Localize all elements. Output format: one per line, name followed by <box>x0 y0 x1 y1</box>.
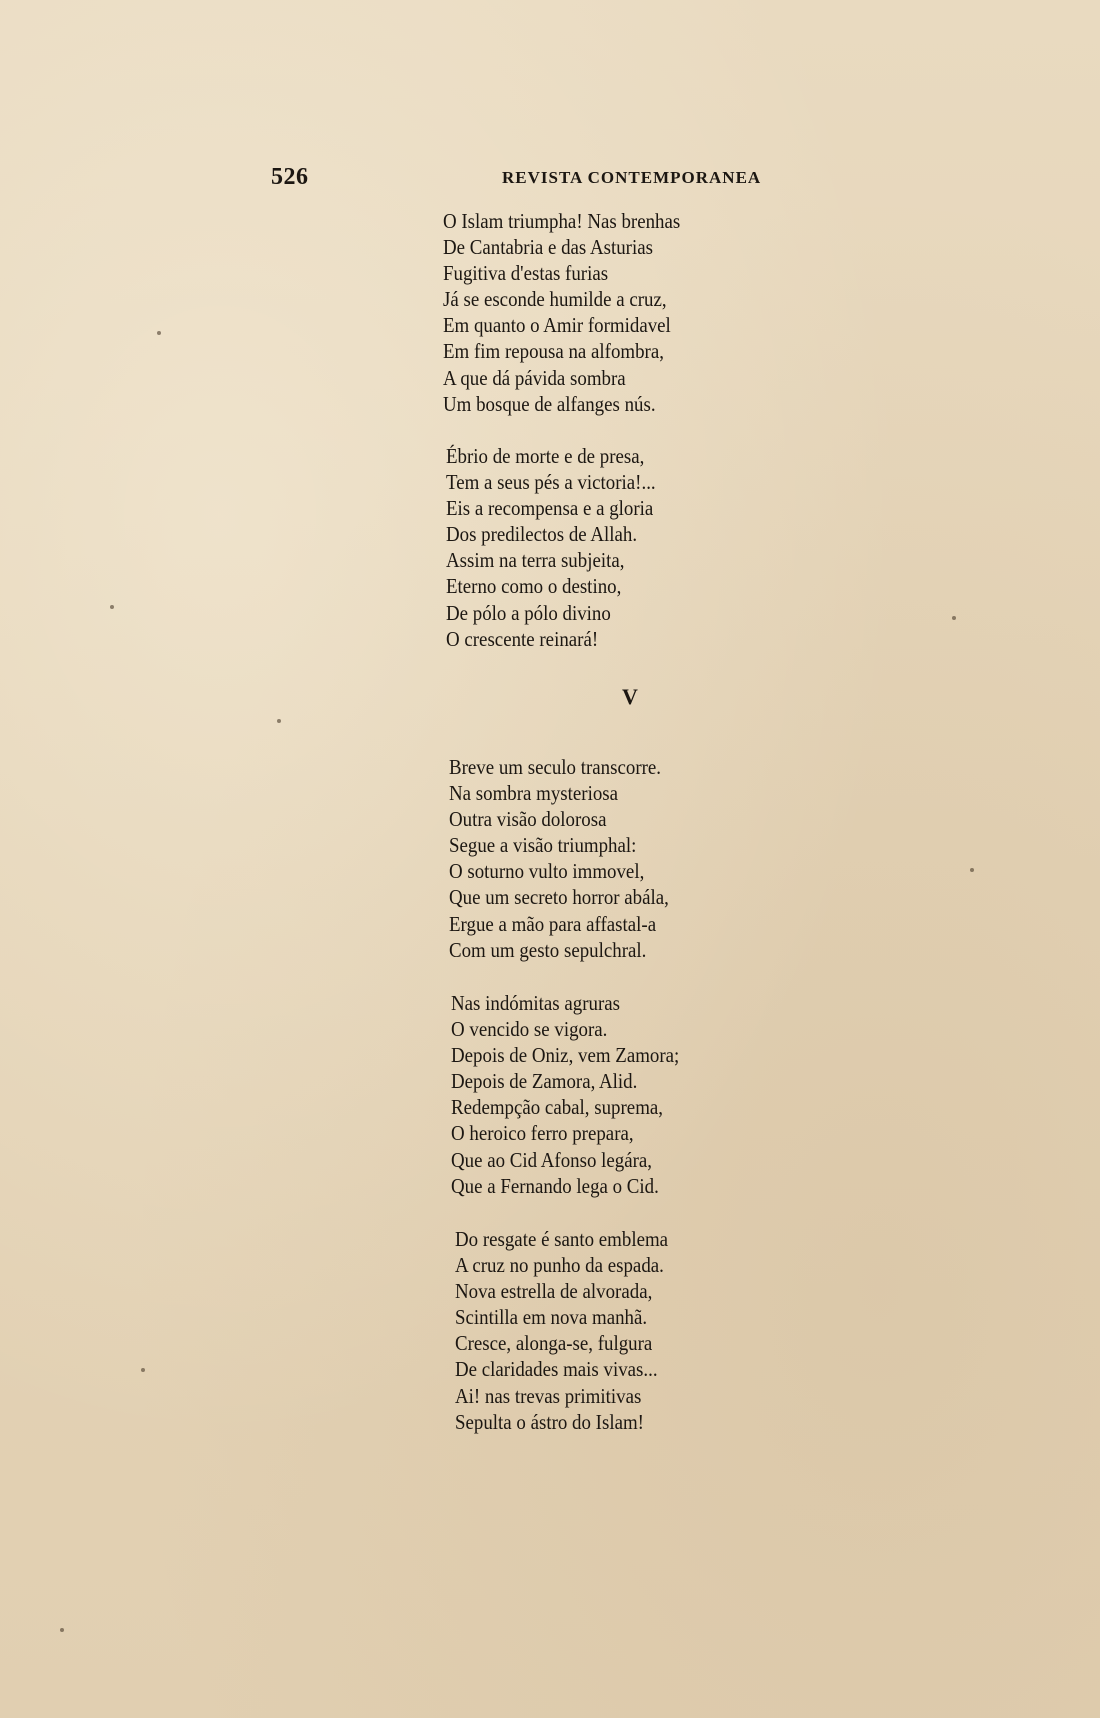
verse-line: Nas indómitas agruras <box>451 991 621 1015</box>
verse-line: A que dá pávida sombra <box>443 365 626 390</box>
paper-speck <box>970 868 974 872</box>
verse-line: Ai! nas trevas primitivas <box>455 1383 642 1408</box>
verse-line: Depois de Zamora, Alid. <box>451 1069 638 1094</box>
verse-line: Outra visão dolorosa <box>449 807 607 832</box>
verse-line: Nova estrella de alvorada, <box>455 1279 653 1304</box>
verse-line: Na sombra mysteriosa <box>449 781 619 806</box>
stanza-4 <box>451 990 705 1199</box>
paper-speck <box>60 1628 64 1632</box>
page-number: 526 <box>271 164 309 190</box>
verse-line: Um bosque de alfanges nús. <box>443 391 656 416</box>
verse-line: Redempção cabal, suprema, <box>451 1095 664 1120</box>
verse-line: Já se esconde humilde a cruz, <box>443 287 667 312</box>
verse-line: Depois de Oniz, vem Zamora; <box>451 1043 680 1068</box>
section-numeral: V <box>622 684 638 709</box>
verse-line: De pólo a pólo divino <box>446 600 611 625</box>
stanza-3 <box>449 754 693 963</box>
verse-line: O vencido se vigora. <box>451 1017 608 1042</box>
paper-speck <box>952 616 956 620</box>
verse-line: Em fim repousa na alfombra, <box>443 339 664 364</box>
verse-line: Fugitiva d'estas furias <box>443 261 609 286</box>
verse-line: Tem a seus pés a victoria!... <box>446 470 656 495</box>
verse-line: Em quanto o Amir formidavel <box>443 313 671 338</box>
paper-speck <box>157 331 161 335</box>
stanza-1 <box>443 208 707 417</box>
verse-line: O soturno vulto immovel, <box>449 859 645 884</box>
verse-line: Ébrio de morte e de presa, <box>446 444 645 468</box>
paper-speck <box>110 605 114 609</box>
verse-line: Assim na terra subjeita, <box>446 548 625 573</box>
verse-line: Do resgate é santo emblema <box>455 1227 669 1251</box>
stanza-5 <box>455 1226 692 1435</box>
verse-line: Cresce, alonga-se, fulgura <box>455 1331 653 1356</box>
verse-line: Dos predilectos de Allah. <box>446 522 638 547</box>
verse-line: Que um secreto horror abála, <box>449 885 669 910</box>
verse-line: Segue a visão triumphal: <box>449 833 637 858</box>
paper-speck <box>141 1368 145 1372</box>
paper-speck <box>277 719 281 723</box>
verse-line: O crescente reinará! <box>446 626 599 651</box>
verse-line: O Islam triumpha! Nas brenhas <box>443 209 681 233</box>
stanza-2 <box>446 443 679 652</box>
verse-line: Ergue a mão para affastal-a <box>449 911 657 936</box>
verse-line: Com um gesto sepulchral. <box>449 937 647 962</box>
verse-line: Sepulta o ástro do Islam! <box>455 1409 644 1434</box>
verse-line: Que a Fernando lega o Cid. <box>451 1173 659 1198</box>
verse-line: Breve um seculo transcorre. <box>449 755 662 779</box>
verse-line: O heroico ferro prepara, <box>451 1121 634 1146</box>
verse-line: Eis a recompensa e a gloria <box>446 496 654 521</box>
verse-line: Scintilla em nova manhã. <box>455 1305 648 1330</box>
verse-line: Eterno como o destino, <box>446 574 622 599</box>
running-head: REVISTA CONTEMPORANEA <box>502 168 762 187</box>
verse-line: Que ao Cid Afonso legára, <box>451 1147 653 1172</box>
verse-line: De Cantabria e das Asturias <box>443 235 653 260</box>
verse-line: A cruz no punho da espada. <box>455 1253 664 1278</box>
verse-line: De claridades mais vivas... <box>455 1357 658 1382</box>
